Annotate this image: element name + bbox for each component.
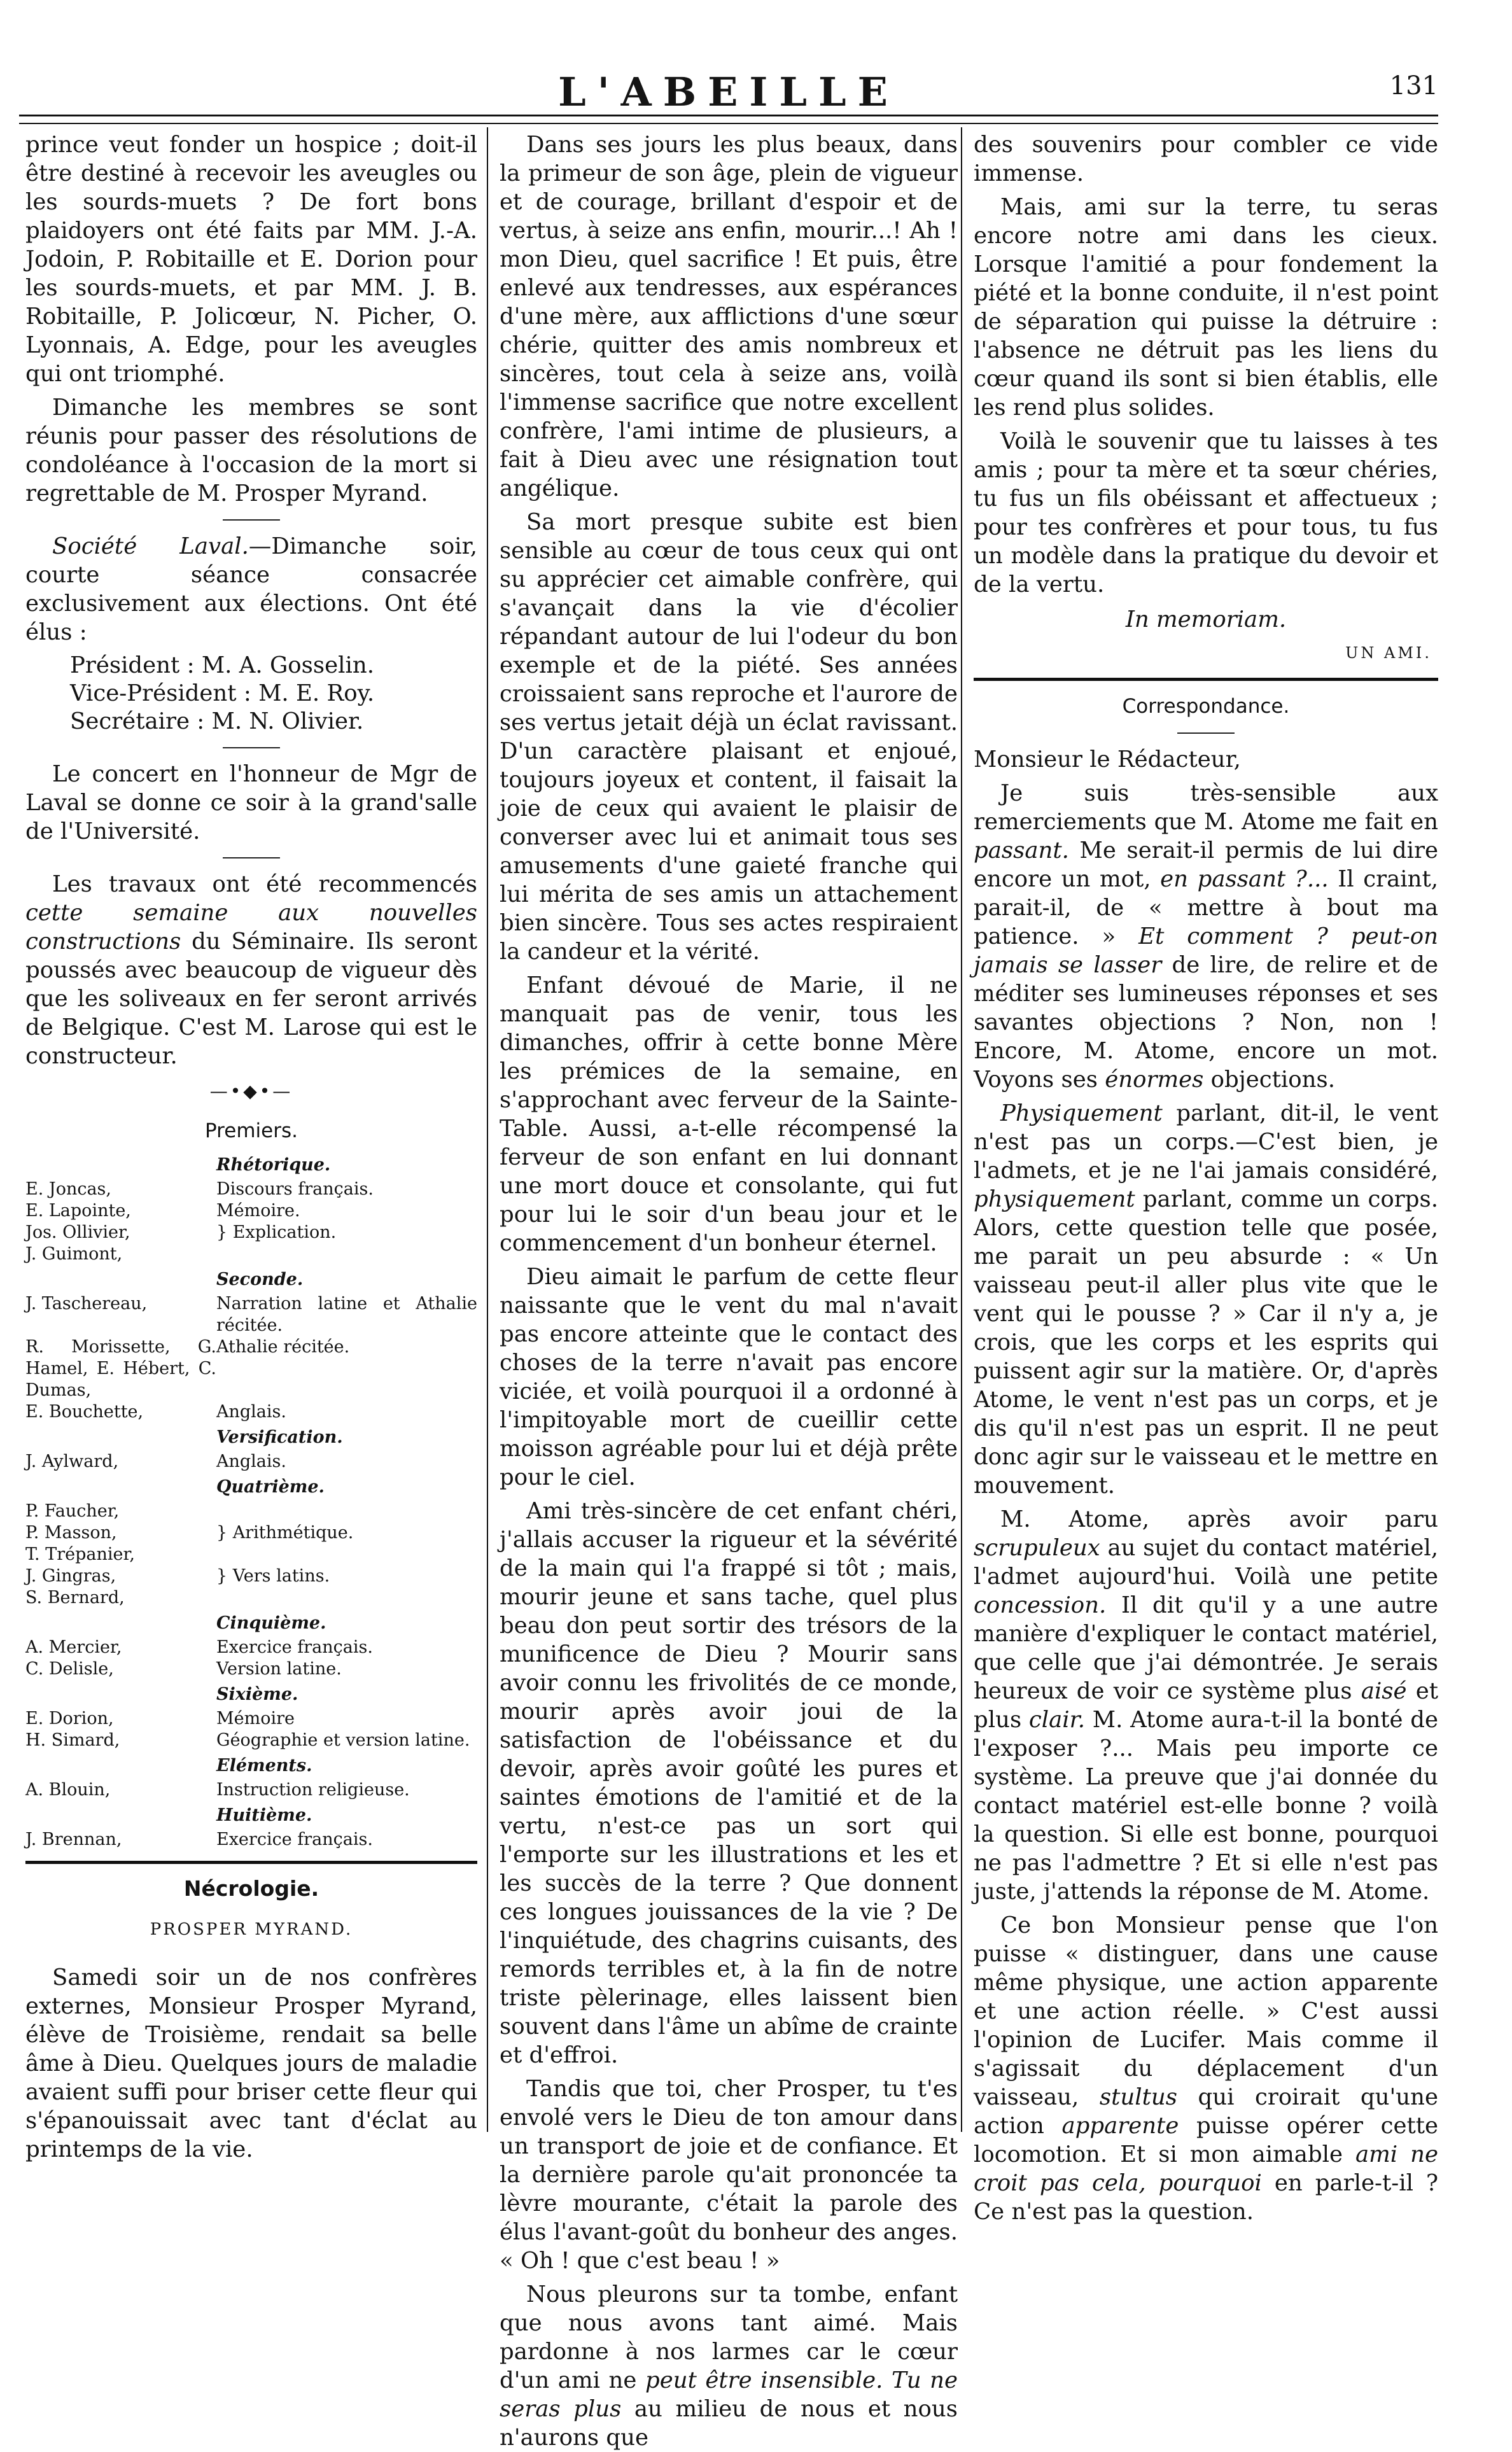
prize-row (25, 1222, 477, 1244)
letter-paragraph-1 (974, 779, 1438, 1094)
prize-subject (216, 1501, 477, 1522)
paragraph-obituary-8 (500, 2280, 958, 2452)
paragraph-hospice-debate: prince veut fonder un hospice ; doit-il être destiné à recevoir les aveugles ou les sourds-muets ? De fort bons plaidoyers ont été faits par MM. J.-A. Jodoin, P. Robitaille et E. Dorion pour les sourds-muets, et par MM. J. B. Robitaille, P. Jolicœur, N. Picher, O. Lyonnais, A. Edge, pour les aveugles qui ont triomphé. (25, 132, 477, 387)
letter-1-b: Me serait-il permis de lui dire encore un mot, (974, 837, 1438, 892)
page-header (19, 64, 1438, 115)
letter-1-d: de lire, de relire et de méditer ses lumineuses réponses et ses savantes objections ? Non, non ! Encore, M. Atome, encore un mot. Voyons ses (974, 952, 1438, 1093)
prize-row (25, 1544, 477, 1566)
column-divider-2 (961, 127, 962, 2132)
paragraph-obituary-4: Enfant dévoué de Marie, il ne manquait pas de venir, tous les dimanches, offrir à cette bonne Mère les prémices de la semaine, en s'approchant avec ferveur de la Sainte-Table. Aussi, a-t-elle récompensé la ferveur de son enfant en lui donnant une mort douce et consolante, qui fut pour lui le soir d'un beau jour et le commencement d'un bonheur éternel. (500, 972, 958, 1256)
prize-row (25, 1451, 477, 1473)
paragraph-construction (25, 870, 477, 1070)
prize-student-name: T. Trépanier, (25, 1545, 136, 1564)
letter-4-i2: apparente (1061, 2113, 1179, 2139)
prize-student-name: S. Bernard, (25, 1588, 125, 1608)
prize-student-name: J. Guimont, (25, 1244, 123, 1264)
societe-laval-lead: Société Laval. (52, 533, 249, 559)
paragraph-obituary-7: Tandis que toi, cher Prosper, tu t'es envolé vers le Dieu de ton amour dans un transport de joie et de confiance. Et la dernière parole qu'ait prononcée ta lèvre mourante, c'était la parole des élus l'avant-goût du bonheur des anges. « Oh ! que c'est beau ! » (500, 2076, 958, 2274)
letter-4-c: puisse opérer cette locomotion. Et si mon aimable (974, 2113, 1438, 2168)
column-2 (500, 130, 958, 2451)
premiers-heading: Premiers. (205, 1119, 298, 1142)
prize-row (25, 1522, 477, 1544)
elected-officers-list (25, 652, 477, 736)
prize-row (25, 1501, 477, 1522)
letter-3-e: M. Atome aura-t-il la bonté de l'exposer ?... Mais peu importe ce système. La preuve que j'ai donnée du contact matériel est-elle bonne ? voilà la question. Si elle est bonne, pourquoi ne pas l'admettre ? Et si elle n'est pas juste, j'attends la réponse de M. Atome. (974, 1707, 1438, 1905)
elected-president: Président : M. A. Gosselin. (70, 652, 374, 678)
prize-student-name: E. Joncas, (25, 1179, 111, 1199)
prize-student-name: P. Masson, (25, 1523, 117, 1543)
prize-student-name: C. Delisle, (25, 1659, 114, 1679)
paragraph-obituary-10: Mais, ami sur la terre, tu seras encore notre ami dans les cieux. Lorsque l'amitié a pour fondement la piété et la bonne conduite, il n'est point de séparation qui puisse la détruire : l'absence ne détruit pas les liens du cœur quand ils sont si bien établis, elle les rend plus solides. (974, 194, 1438, 421)
masthead-title: L'ABEILLE (558, 69, 899, 115)
construction-text-a: Les travaux ont été recommencés (52, 871, 477, 897)
prize-row (25, 1293, 477, 1336)
letter-paragraph-4 (974, 1911, 1438, 2226)
letter-3-b: au sujet du contact matériel, l'admet aujourd'hui. Voilà une petite (974, 1535, 1438, 1590)
paragraph-obituary-2: Dans ses jours les plus beaux, dans la primeur de son âge, plein de vigueur et de courage, brillant d'espoir et de vertus, à seize ans enfin, mourir...! Ah ! mon Dieu, quel sacrifice ! Et puis, être enlevé aux tendresses, aux espérances d'une mère, aux afflictions d'une sœur chérie, quitter des amis nombreux et sincères, tout cela à seize ans, voilà l'immense sacrifice que notre excellent confrère, l'ami intime de plusieurs, a fait à Dieu avec une résignation tout angélique. (500, 132, 958, 501)
letter-1-a: Je suis très-sensible aux remerciements que M. Atome me fait en (974, 780, 1438, 835)
letter-4-i3: ami ne croit pas cela, pourquoi (974, 2141, 1438, 2196)
letter-2-a: parlant, dit-il, le vent n'est pas un corps.—C'est bien, je l'admets, et je ne l'ai jamais considéré, (974, 1100, 1438, 1184)
letter-4-i1: stultus (1099, 2084, 1177, 2110)
prize-student-name: J. Aylward, (25, 1452, 119, 1471)
header-rule (19, 115, 1438, 124)
prize-section-heading: Sixième. (216, 1685, 298, 1704)
letter-3-i2: concession. (974, 1592, 1107, 1618)
letter-1-c: Il craint, parait-il, de « mettre à bout ma patience. » (974, 866, 1438, 949)
section-rule (974, 678, 1438, 681)
elected-vice-president: Vice-Président : M. E. Roy. (70, 680, 375, 706)
prize-subject: Athalie récitée. (216, 1337, 350, 1357)
prize-student-name: J. Taschereau, (25, 1294, 148, 1314)
necrologie-heading: Nécrologie. (183, 1876, 319, 1901)
letter-2-i2: physiquement (974, 1186, 1135, 1212)
column-3 (974, 130, 1439, 2225)
paragraph-obituary-intro: Samedi soir un de nos confrères externes, Monsieur Prosper Myrand, élève de Troisième, rendait sa belle âme à Dieu. Quelques jours de maladie avaient suffi pour briser cette fleur qui s'épanouissait avec tant d'éclat au printemps de la vie. (25, 1965, 477, 2162)
prize-subject (216, 1544, 477, 1566)
prize-section-heading: Rhétorique. (216, 1155, 331, 1175)
prize-student-name: A. Blouin, (25, 1780, 111, 1800)
prize-subject: Instruction religieuse. (216, 1780, 410, 1800)
prize-row (25, 1200, 477, 1222)
letter-3-i4: clair. (1028, 1707, 1086, 1733)
letter-1-i2: en passant ?... (1160, 866, 1329, 892)
letter-4-b: qui croirait qu'une action (974, 2084, 1438, 2139)
paragraph-obituary-9: des souvenirs pour combler ce vide immense. (974, 132, 1438, 186)
prize-student-name: R. Morissette, G. Hamel, E. Hébert, C. Dumas, (25, 1337, 216, 1400)
prize-subject: Géographie et version latine. (216, 1730, 470, 1750)
letter-3-i3: aisé (1361, 1678, 1407, 1704)
letter-3-a: M. Atome, après avoir paru (1000, 1506, 1438, 1532)
prize-list (25, 1154, 477, 1851)
prize-student-name: E. Bouchette, (25, 1402, 144, 1422)
paragraph-condolences: Dimanche les membres se sont réunis pour passer des résolutions de condoléance à l'occasion de la mort si regrettable de M. Prosper Myrand. (25, 395, 477, 507)
column-divider-1 (487, 127, 488, 2132)
prize-student-name: A. Mercier, (25, 1637, 122, 1657)
prize-subject: Mémoire. (216, 1201, 300, 1221)
ornament-divider: —•◆•— (209, 1081, 293, 1102)
prize-subject: Mémoire (216, 1709, 295, 1728)
prize-section-heading: Huitième. (216, 1805, 312, 1825)
prize-student-name: P. Faucher, (25, 1501, 120, 1521)
prize-section-heading: Seconde. (216, 1270, 304, 1289)
prize-student-name: J. Brennan, (25, 1830, 122, 1849)
separator-rule (223, 857, 280, 858)
letter-3-i1: scrupuleux (974, 1535, 1100, 1561)
obituary-8-italic: peut être insensible. Tu ne seras plus (500, 2367, 958, 2422)
in-memoriam: In memoriam. (1125, 606, 1287, 633)
letter-1-i4: énormes (1105, 1067, 1204, 1093)
letter-1-e: objections. (1203, 1067, 1336, 1093)
paragraph-obituary-6: Ami très-sincère de cet enfant chéri, j'allais accuser la rigueur et la sévérité de la main qui l'a frappé si tôt ; mais, mourir jeune et sans tache, quel plus beau don peut sortir des trésors de la munificence de Dieu ? Mourir sans avoir connu les frivolités de ce monde, mourir après avoir joui de la satisfaction de l'obéissance et du devoir, après avoir goûté les pures et saintes émotions de l'amitié et de la vertu, n'est-ce pas un sort qui l'emporte sur les illustrations et les et les succès de la terre ? Que donnent ces longues jouissances de la vie ? De l'inquiétude, des chagrins cuisants, des remords terribles et, à la fin de notre triste pèlerinage, elles laissent bien souvent dans l'âme un abîme de crainte et d'effroi. (500, 1498, 958, 2068)
letter-3-d: et plus (974, 1678, 1439, 1733)
prize-student-name: J. Gingras, (25, 1566, 116, 1586)
elected-secretary: Secrétaire : M. N. Olivier. (70, 708, 364, 734)
prize-subject: } Vers latins. (216, 1566, 330, 1586)
obituary-signature: UN AMI. (1345, 644, 1432, 662)
prize-student-name: E. Dorion, (25, 1709, 114, 1728)
paragraph-obituary-5: Dieu aimait le parfum de cette fleur naissante que le vent du mal n'avait pas encore atteinte que le contact des choses de la terre n'avait pas encore viciée, et voilà pourquoi il a ordonné à l'impitoyable mort de cueillir cette moisson agréable pour lui et déjà prête pour le ciel. (500, 1264, 958, 1490)
prize-section-heading: Versification. (216, 1427, 343, 1447)
prize-subject (216, 1587, 477, 1609)
paragraph-societe-laval (25, 532, 477, 647)
prize-row (25, 1637, 477, 1658)
prize-student-name: Jos. Ollivier, (25, 1222, 130, 1242)
construction-text-italic: cette semaine aux nouvelles constructions (25, 900, 477, 955)
prize-section-heading: Cinquième. (216, 1613, 326, 1633)
prize-subject: Anglais. (216, 1402, 286, 1422)
prize-subject: } Explication. (216, 1222, 337, 1242)
prize-subject (216, 1244, 477, 1265)
prize-row (25, 1401, 477, 1423)
prize-row (25, 1566, 477, 1587)
correspondance-heading: Correspondance. (1122, 695, 1290, 718)
column-1 (25, 130, 477, 2162)
prize-row (25, 1730, 477, 1751)
letter-1-i1: passant. (974, 837, 1069, 864)
letter-4-a: Ce bon Monsieur pense que l'on puisse « distinguer, dans une cause même physique, une action apparente et une action réelle. » C'est aussi l'opinion de Lucifer. Mais comme il s'agissait du déplacement d'un vaisseau, (974, 1912, 1438, 2110)
letter-3-c: Il dit qu'il y a une autre manière d'expliquer le contact matériel, que celle que j'ai démontrée. Je serais heureux de voir ce système plus (974, 1592, 1438, 1704)
prize-row (25, 1708, 477, 1730)
letter-4-d: en parle-t-il ? Ce n'est pas la question. (974, 2170, 1438, 2225)
prize-section-heading: Eléments. (216, 1756, 312, 1776)
prize-subject: Anglais. (216, 1452, 286, 1471)
letter-2-i1: Physiquement (1000, 1100, 1163, 1126)
paragraph-obituary-11: Voilà le souvenir que tu laisses à tes amis ; pour ta mère et ta sœur chéries, tu fus un fils obéissant et affectueux ; pour tes confrères et pour tous, tu fus un modèle dans la pratique du devoir et de la vertu. (974, 428, 1438, 598)
prize-subject: Narration latine et Athalie récitée. (216, 1294, 477, 1335)
page-number: 131 (1389, 71, 1438, 101)
prize-row (25, 1244, 477, 1265)
prize-student-name: H. Simard, (25, 1730, 120, 1750)
obituary-8-text-a: Nous pleurons sur ta tombe, enfant que nous avons tant aimé. Mais pardonne à nos larmes car le cœur d'un ami ne (500, 2281, 958, 2393)
paragraph-obituary-3: Sa mort presque subite est bien sensible au cœur de tous ceux qui ont su apprécier cet aimable confrère, qui s'avançait dans la vie d'écolier répandant autour de lui l'odeur du bon exemple et de la piété. Ses années croissaient sans reproche et l'aurore de ses vertus jetait déjà un éclat ravissant. D'un caractère plaisant et enjoué, toujours joyeux et content, il faisait la joie de ceux qui avaient le plaisir de converser avec lui et animait tous ses amusements d'une gaieté franche qui lui mérita de ses amis un attachement bien sincère. Tous ses actes respiraient la candeur et la vérité. (500, 509, 958, 965)
separator-rule (1177, 732, 1235, 734)
prize-subject: } Arithmétique. (216, 1523, 354, 1543)
prize-row (25, 1829, 477, 1851)
letter-2-b: parlant, comme un corps. Alors, cette question telle que posée, me parait un peu absurde : « Un vaisseau peut-il aller plus vite que le vent qui le pousse ? » Car il n'y a, je crois, que les corps et les esprits qui puissent agir sur la matière. Or, d'après Atome, le vent n'est pas un corps, et je dis qu'il n'est pas un esprit. Il ne peut donc agir sur le vaisseau et le mettre en mouvement. (974, 1186, 1438, 1499)
paragraph-concert: Le concert en l'honneur de Mgr de Laval se donne ce soir à la grand'salle de l'Université. (25, 761, 477, 844)
prize-row (25, 1587, 477, 1609)
letter-salutation: Monsieur le Rédacteur, (974, 746, 1241, 773)
obituary-8-text-b: au milieu de nous et nous n'aurons que (500, 2396, 958, 2451)
section-rule (25, 1861, 477, 1864)
letter-paragraph-2 (974, 1099, 1438, 1500)
prize-subject: Exercice français. (216, 1830, 373, 1849)
prize-subject: Exercice français. (216, 1637, 373, 1657)
prize-subject: Discours français. (216, 1179, 374, 1199)
separator-rule (223, 747, 280, 748)
necrologie-name: PROSPER MYRAND. (150, 1920, 353, 1939)
construction-text-b: du Séminaire. Ils seront poussés avec beaucoup de vigueur dès que les soliveaux en fer seront arrivés de Belgique. C'est M. Larose qui est le constructeur. (25, 928, 477, 1069)
prize-student-name: E. Lapointe, (25, 1201, 131, 1221)
prize-subject: Version latine. (216, 1659, 342, 1679)
prize-row (25, 1336, 477, 1401)
prize-section-heading: Quatrième. (216, 1477, 325, 1497)
societe-laval-text: —Dimanche soir, courte séance consacrée exclusivement aux élections. Ont été élus : (25, 533, 477, 645)
prize-row (25, 1179, 477, 1200)
prize-row (25, 1658, 477, 1680)
letter-1-i3: Et comment ? peut-on jamais se lasser (974, 923, 1438, 978)
letter-paragraph-3 (974, 1505, 1438, 1906)
prize-row (25, 1779, 477, 1801)
separator-rule (223, 519, 280, 521)
